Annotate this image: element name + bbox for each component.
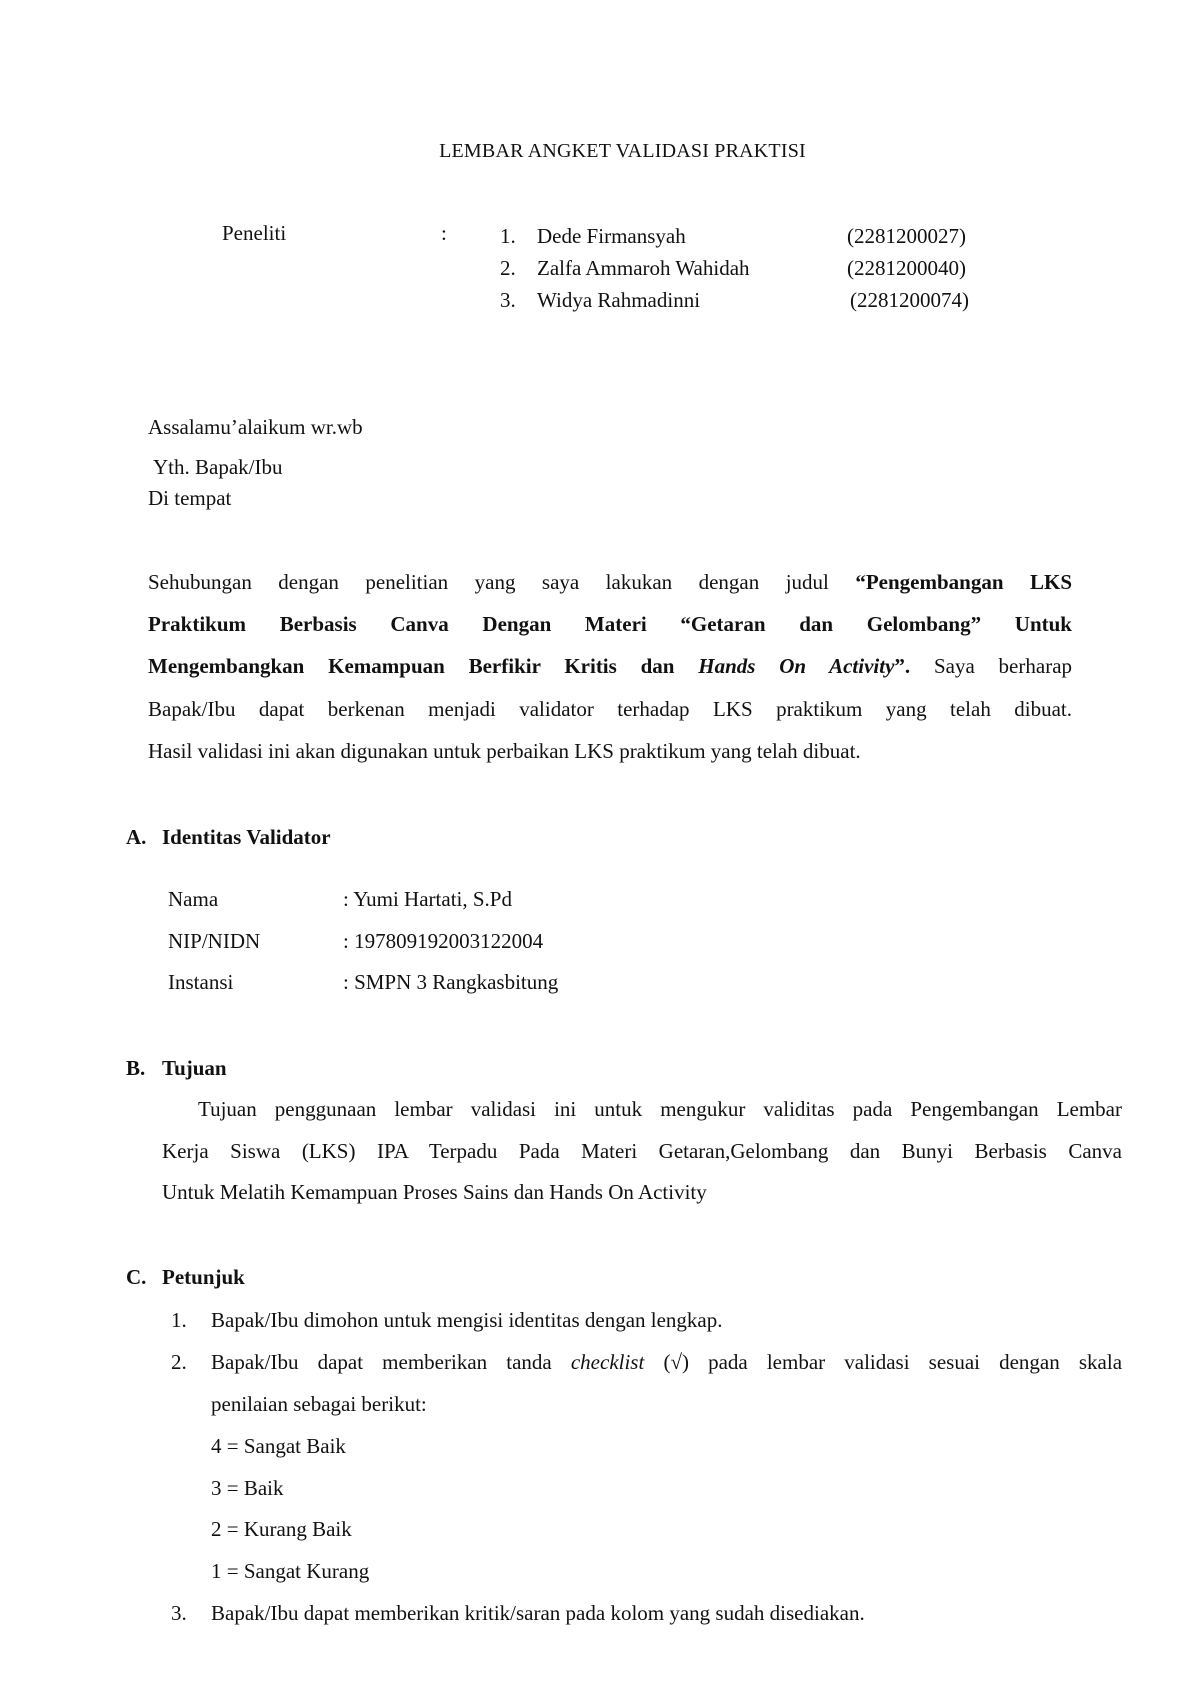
section-b-letter: B. — [126, 1056, 146, 1080]
researcher-name: Widya Rahmadinni — [537, 288, 701, 312]
researcher-num: 3. — [500, 288, 516, 312]
document-title: LEMBAR ANGKET VALIDASI PRAKTISI — [439, 140, 806, 162]
greeting-place: Di tempat — [148, 486, 232, 510]
identity-value: : SMPN 3 Rangkasbitung — [343, 970, 559, 994]
section-c-letter: C. — [126, 1265, 147, 1289]
researchers-label: Peneliti — [222, 221, 287, 245]
intro-line-5: Hasil validasi ini akan digunakan untuk perbaikan LKS praktikum yang telah dibuat. — [148, 739, 861, 763]
purpose-line-2: Kerja Siswa (LKS) IPA Terpadu Pada Materi Getaran,Gelombang dan Bunyi Berbasis Canva — [162, 1139, 1122, 1163]
greeting-salam: Assalamu’alaikum wr.wb — [148, 415, 363, 439]
researchers-colon: : — [441, 221, 447, 245]
identity-value: : 197809192003122004 — [343, 929, 544, 953]
researcher-name: Dede Firmansyah — [537, 224, 686, 248]
purpose-line-3: Untuk Melatih Kemampuan Proses Sains dan Hands On Activity — [162, 1180, 707, 1204]
section-c-title: Petunjuk — [162, 1265, 245, 1289]
purpose-line-1: Tujuan penggunaan lembar validasi ini untuk mengukur validitas pada Pengembangan Lembar — [198, 1097, 1122, 1121]
intro-line-1: Sehubungan dengan penelitian yang saya lakukan dengan judul “Pengembangan LKS — [148, 570, 1073, 594]
identity-label: Nama — [168, 887, 219, 911]
instruction-text: Bapak/Ibu dimohon untuk mengisi identitas dengan lengkap. — [211, 1308, 723, 1332]
section-b-title: Tujuan — [162, 1056, 227, 1080]
researcher-num: 2. — [500, 256, 516, 280]
identity-label: Instansi — [168, 970, 234, 994]
researcher-id: (2281200027) — [847, 224, 966, 248]
scale-item: 4 = Sangat Baik — [211, 1434, 346, 1458]
identity-label: NIP/NIDN — [168, 929, 261, 953]
section-a-title: Identitas Validator — [162, 825, 331, 849]
instruction-num: 3. — [171, 1601, 187, 1625]
scale-item: 1 = Sangat Kurang — [211, 1559, 370, 1583]
instruction-text: Bapak/Ibu dapat memberikan tanda checklist (√) pada lembar validasi sesuai dengan skala — [211, 1350, 1123, 1374]
greeting-recipient: Yth. Bapak/Ibu — [153, 455, 283, 479]
researcher-id: (2281200040) — [847, 256, 966, 280]
researcher-id: (2281200074) — [850, 288, 969, 312]
identity-value: : Yumi Hartati, S.Pd — [343, 887, 512, 911]
instruction-num: 2. — [171, 1350, 187, 1374]
instruction-num: 1. — [171, 1308, 187, 1332]
section-a-letter: A. — [126, 825, 147, 849]
scale-item: 3 = Baik — [211, 1476, 284, 1500]
intro-line-3: Mengembangkan Kemampuan Berfikir Kritis dan Hands On Activity”. Saya berharap — [148, 654, 1073, 678]
intro-line-2: Praktikum Berbasis Canva Dengan Materi “Getaran dan Gelombang” Untuk — [148, 612, 1072, 636]
intro-line-4: Bapak/Ibu dapat berkenan menjadi validator terhadap LKS praktikum yang telah dibuat. — [148, 697, 1072, 721]
instruction-text: Bapak/Ibu dapat memberikan kritik/saran pada kolom yang sudah disediakan. — [211, 1601, 865, 1625]
instruction-text-cont: penilaian sebagai berikut: — [211, 1392, 427, 1416]
researcher-num: 1. — [500, 224, 516, 248]
researcher-name: Zalfa Ammaroh Wahidah — [537, 256, 750, 280]
scale-item: 2 = Kurang Baik — [211, 1517, 352, 1541]
